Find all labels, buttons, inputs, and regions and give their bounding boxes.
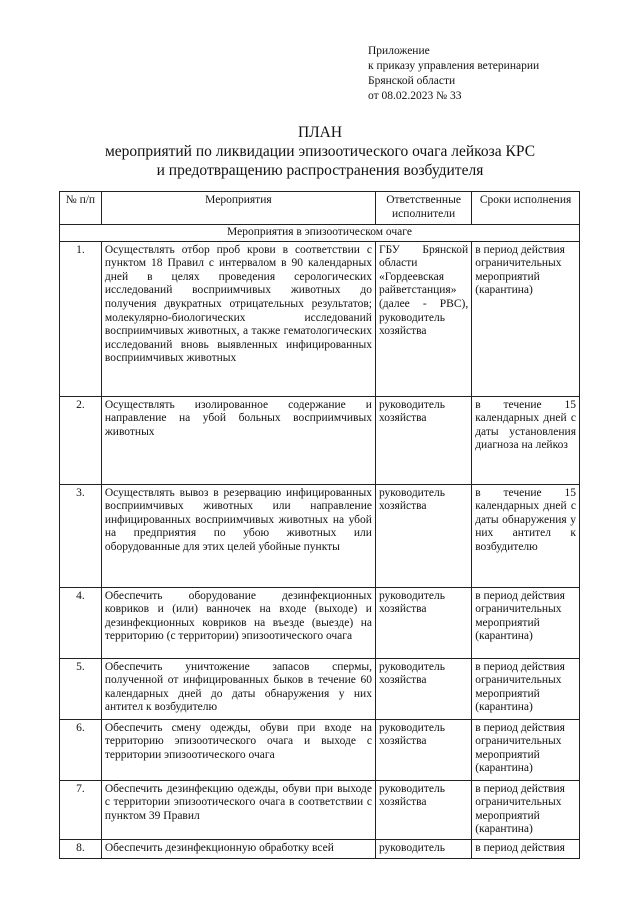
row-deadline: в период действия	[472, 839, 580, 858]
header-responsible: Ответственные исполнители	[375, 192, 471, 225]
row-num: 1.	[60, 241, 102, 396]
row-deadline: в период действия ограничительных мероприятий (карантина)	[472, 587, 580, 658]
row-num: 8.	[60, 839, 102, 858]
table-row	[60, 719, 580, 780]
row-action: Осуществлять вывоз в резервацию инфицированных восприимчивых животных или направление инфицированных восприимчивых животных на убой на предприятия по убою животных или оборудованные для этих целей убойные пункты	[101, 484, 375, 587]
row-deadline: в течение 15 календарных дней с даты установления диагноза на лейкоз	[472, 396, 580, 484]
row-deadline: в течение 15 календарных дней с даты обнаружения у них антител к возбудителю	[472, 484, 580, 587]
row-action: Осуществлять отбор проб крови в соответствии с пунктом 18 Правил с интервалом в 90 календарных дней в целях проведения серологических исследований восприимчивых животных до получения двукратных отрицательных результатов; молекулярно-биологических исследований восприимчивых животных, а также гематологических исследований вновь выявленных инфицированных восприимчивых животных	[101, 241, 375, 396]
row-responsible: руководитель	[375, 839, 471, 858]
section-row	[60, 225, 580, 242]
header-action: Мероприятия	[101, 192, 375, 225]
row-num: 6.	[60, 719, 102, 780]
row-responsible: руководитель хозяйства	[375, 587, 471, 658]
table-row	[60, 587, 580, 658]
row-action: Осуществлять изолированное содержание и направление на убой больных восприимчивых животных	[101, 396, 375, 484]
row-responsible: ГБУ Брянской области «Гордеевская райветстанция» (далее - РВС), руководитель хозяйства	[375, 241, 471, 396]
row-num: 4.	[60, 587, 102, 658]
header-deadline: Сроки исполнения	[472, 192, 580, 225]
section-title: Мероприятия в эпизоотическом очаге	[60, 225, 580, 242]
row-responsible: руководитель хозяйства	[375, 780, 471, 839]
table-row	[60, 241, 580, 396]
row-action: Обеспечить уничтожение запасов спермы, полученной от инфицированных быков в течение 60 календарных дней до даты обнаружения у них антител к возбудителю	[101, 658, 375, 719]
row-responsible: руководитель хозяйства	[375, 658, 471, 719]
row-deadline: в период действия ограничительных мероприятий (карантина)	[472, 780, 580, 839]
table-row	[60, 780, 580, 839]
row-responsible: руководитель хозяйства	[375, 396, 471, 484]
row-deadline: в период действия ограничительных мероприятий (карантина)	[472, 241, 580, 396]
plan-table	[59, 191, 580, 859]
row-action: Обеспечить дезинфекцию одежды, обуви при выходе с территории эпизоотического очага в соответствии с пунктом 39 Правил	[101, 780, 375, 839]
row-num: 2.	[60, 396, 102, 484]
row-action: Обеспечить оборудование дезинфекционных ковриков и (или) ванночек на входе (выходе) и дезинфекционных ковриков на въезде (выезде) на территорию (с территории) эпизоотического очага	[101, 587, 375, 658]
row-num: 5.	[60, 658, 102, 719]
table-header-row	[60, 192, 580, 225]
header-num: № п/п	[60, 192, 102, 225]
row-num: 7.	[60, 780, 102, 839]
row-action: Обеспечить дезинфекционную обработку всей	[101, 839, 375, 858]
appendix-line: Приложение	[368, 45, 430, 57]
row-responsible: руководитель хозяйства	[375, 719, 471, 780]
table-row	[60, 839, 580, 858]
row-deadline: в период действия ограничительных мероприятий (карантина)	[472, 719, 580, 780]
row-num: 3.	[60, 484, 102, 587]
appendix-date: от 08.02.2023 № 33	[368, 90, 462, 102]
row-action: Обеспечить смену одежды, обуви при входе на территорию эпизоотического очага и выходе с территории эпизоотического очага	[101, 719, 375, 780]
table-row	[60, 396, 580, 484]
title-heading: ПЛАН	[297, 124, 343, 141]
table-row	[60, 658, 580, 719]
appendix-header	[368, 44, 539, 104]
table-row	[60, 484, 580, 587]
row-responsible: руководитель хозяйства	[375, 484, 471, 587]
appendix-line: Брянской области	[368, 75, 456, 87]
appendix-line: к приказу управления ветеринарии	[368, 60, 540, 72]
row-deadline: в период действия ограничительных мероприятий (карантина)	[472, 658, 580, 719]
title-line: мероприятий по ликвидации эпизоотического очага лейкоза КРС	[104, 143, 536, 160]
document-title	[60, 123, 580, 180]
title-line: и предотвращению распространения возбудителя	[156, 162, 484, 179]
